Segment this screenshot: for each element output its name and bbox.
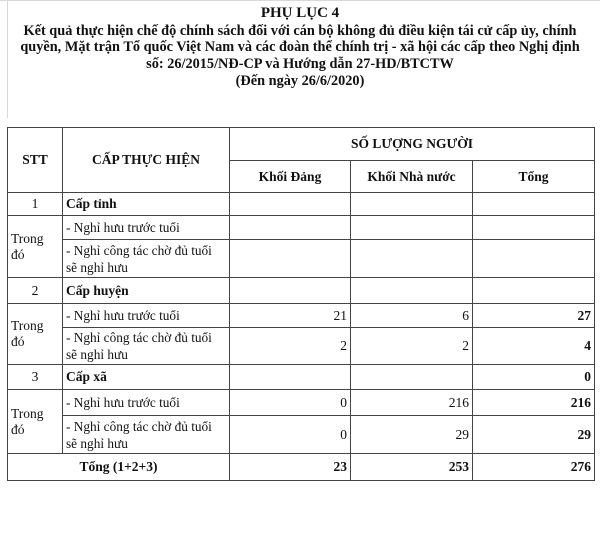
- cell-khoi-dang: [230, 216, 351, 240]
- trong-do-label: Trong đó: [8, 216, 63, 278]
- table-row: [8, 240, 595, 278]
- row-desc: - Nghỉ công tác chờ đủ tuổi sẽ nghỉ hưu: [63, 240, 230, 278]
- total-khoi-dang: 23: [230, 454, 351, 481]
- cell-khoi-nha-nuoc: [351, 278, 473, 304]
- appendix-title: PHỤ LỤC 4: [260, 5, 340, 21]
- header-khoi-nha-nuoc: Khối Nhà nước: [351, 161, 473, 193]
- cell-tong: [473, 240, 595, 278]
- cell-tong: 216: [473, 390, 595, 416]
- cell-khoi-dang: 2: [230, 328, 351, 365]
- group-row: [8, 365, 595, 390]
- group-stt: 2: [8, 278, 63, 304]
- row-desc: - Nghỉ công tác chờ đủ tuổi sẽ nghỉ hưu: [63, 328, 230, 365]
- group-row: [8, 278, 595, 304]
- document-heading: [8, 5, 592, 90]
- group-stt: 1: [8, 193, 63, 216]
- heading-line-1: Kết quả thực hiện chế độ chính sách đối với cán bộ không đủ điều kiện tái cử cấp ủy, chính: [23, 22, 577, 39]
- group-name: Cấp huyện: [63, 278, 230, 304]
- header-khoi-dang: Khối Đảng: [230, 161, 351, 193]
- header-cap-thuc-hien: CẤP THỰC HIỆN: [63, 128, 230, 193]
- table-row: [8, 390, 595, 416]
- group-name: Cấp xã: [63, 365, 230, 390]
- table-row: [8, 216, 595, 240]
- header-tong: Tổng: [473, 161, 595, 193]
- trong-do-label: Trong đó: [8, 390, 63, 454]
- cell-khoi-nha-nuoc: [351, 240, 473, 278]
- cell-khoi-dang: 21: [230, 304, 351, 328]
- total-label: Tổng (1+2+3): [8, 454, 230, 481]
- header-stt: STT: [8, 128, 63, 193]
- cell-khoi-dang: [230, 193, 351, 216]
- cell-khoi-nha-nuoc: 2: [351, 328, 473, 365]
- cell-khoi-nha-nuoc: [351, 216, 473, 240]
- cell-khoi-dang: [230, 240, 351, 278]
- cell-khoi-nha-nuoc: [351, 193, 473, 216]
- row-desc: - Nghỉ công tác chờ đủ tuổi sẽ nghỉ hưu: [63, 416, 230, 454]
- group-row: [8, 193, 595, 216]
- cell-khoi-dang: 0: [230, 416, 351, 454]
- heading-line-3: số: 26/2015/NĐ-CP và Hướng dẫn 27-HD/BTCTW: [146, 56, 454, 73]
- cell-khoi-dang: [230, 278, 351, 304]
- row-desc: - Nghỉ hưu trước tuổi: [63, 216, 230, 240]
- cell-khoi-nha-nuoc: 216: [351, 390, 473, 416]
- total-row: [8, 454, 595, 481]
- cell-tong: 4: [473, 328, 595, 365]
- results-table: [7, 127, 595, 481]
- row-desc: - Nghỉ hưu trước tuổi: [63, 304, 230, 328]
- cell-tong: 27: [473, 304, 595, 328]
- cell-khoi-nha-nuoc: [351, 365, 473, 390]
- total-tong: 276: [473, 454, 595, 481]
- total-khoi-nha-nuoc: 253: [351, 454, 473, 481]
- table-row: [8, 416, 595, 454]
- table-row: [8, 328, 595, 365]
- cell-tong: [473, 193, 595, 216]
- cell-tong: 0: [473, 365, 595, 390]
- heading-line-2: quyền, Mặt trận Tổ quốc Việt Nam và các đoàn thể chính trị - xã hội các cấp theo Nghị định: [20, 39, 580, 56]
- cell-khoi-nha-nuoc: 29: [351, 416, 473, 454]
- trong-do-label: Trong đó: [8, 304, 63, 365]
- header-so-luong-nguoi: SỐ LƯỢNG NGƯỜI: [230, 128, 595, 161]
- heading-line-4: (Đến ngày 26/6/2020): [235, 72, 365, 89]
- group-stt: 3: [8, 365, 63, 390]
- cell-tong: [473, 216, 595, 240]
- top-border-line: [0, 0, 600, 1]
- row-desc: - Nghỉ hưu trước tuổi: [63, 390, 230, 416]
- cell-tong: 29: [473, 416, 595, 454]
- cell-khoi-dang: 0: [230, 390, 351, 416]
- cell-tong: [473, 278, 595, 304]
- cell-khoi-dang: [230, 365, 351, 390]
- table-row: [8, 304, 595, 328]
- group-name: Cấp tỉnh: [63, 193, 230, 216]
- cell-khoi-nha-nuoc: 6: [351, 304, 473, 328]
